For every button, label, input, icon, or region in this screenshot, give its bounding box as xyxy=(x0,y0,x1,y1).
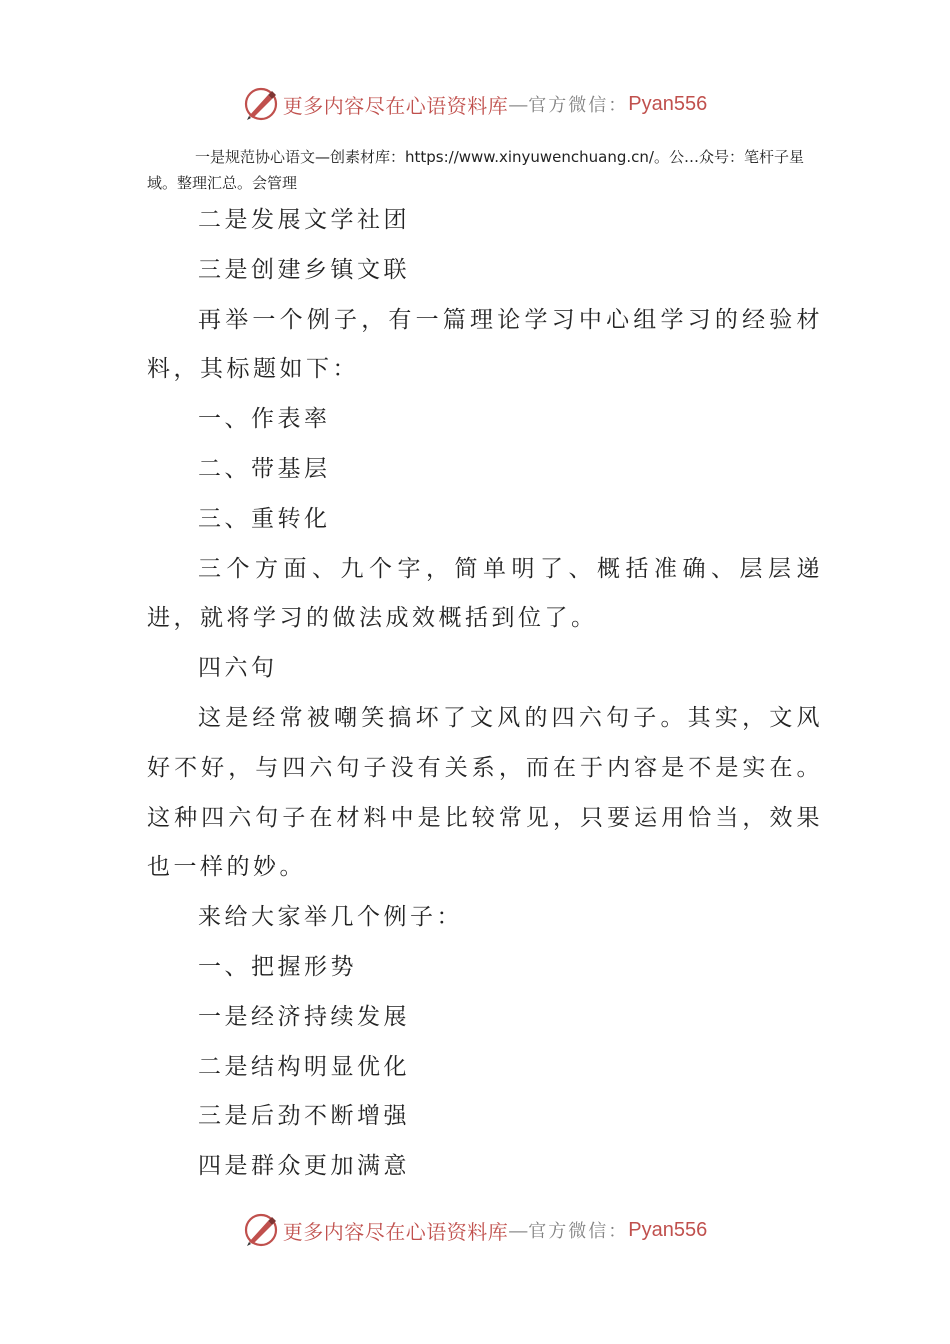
paragraph: 二是结构明显优化 xyxy=(198,1053,410,1080)
pen-logo-icon xyxy=(243,86,279,122)
banner-dash: — xyxy=(508,1218,529,1242)
paragraph: 二、带基层 xyxy=(198,455,331,482)
banner-wechat-label: 官方微信： xyxy=(528,95,629,116)
footer-banner xyxy=(0,1208,950,1252)
paragraph: 来给大家举几个例子： xyxy=(198,904,463,931)
paragraph: 一、作表率 xyxy=(198,406,331,433)
paragraph: 一是经济持续发展 xyxy=(198,1003,410,1030)
paragraph: 三是后劲不断增强 xyxy=(198,1103,410,1130)
paragraph: 四是群众更加满意 xyxy=(198,1153,410,1180)
banner-wechat-label: 官方微信： xyxy=(528,1221,629,1242)
paragraph: 四六句 xyxy=(198,655,278,682)
paragraph: 这是经常被嘲笑搞坏了文风的四六句子。其实，文风好不好，与四六句子没有关系，而在于内容是不是实在。这种四六句子在材料中是比较常见，只要运用恰当，效果也一样的妙。 xyxy=(147,704,823,881)
header-banner xyxy=(0,82,950,126)
paragraph: 二是发展文学社团 xyxy=(198,207,410,233)
banner-wechat-id: Pyan556 xyxy=(628,1218,708,1241)
paragraph: 三个方面、九个字，简单明了、概括准确、层层递进，就将学习的做法成效概括到位了。 xyxy=(147,555,823,632)
banner-dash: — xyxy=(508,92,529,116)
paragraph: 再举一个例子，有一篇理论学习中心组学习的经验材料，其标题如下： xyxy=(147,306,823,383)
banner-site-text: 更多内容尽在心语资料库 xyxy=(282,1219,509,1244)
document-body xyxy=(147,196,823,1192)
paragraph: 三是创建乡镇文联 xyxy=(198,256,410,283)
source-note: 一是规范协心语文—创素材库：https://www.xinyuwenchuang.cn/。公…众号：笔杆子星域。整理汇总。会管理 xyxy=(147,148,804,192)
banner-wechat-id: Pyan556 xyxy=(628,92,708,115)
pen-logo-icon xyxy=(243,1212,279,1248)
paragraph: 三、重转化 xyxy=(198,505,331,532)
paragraph: 一、把握形势 xyxy=(198,953,357,980)
banner-site-text: 更多内容尽在心语资料库 xyxy=(282,93,509,118)
